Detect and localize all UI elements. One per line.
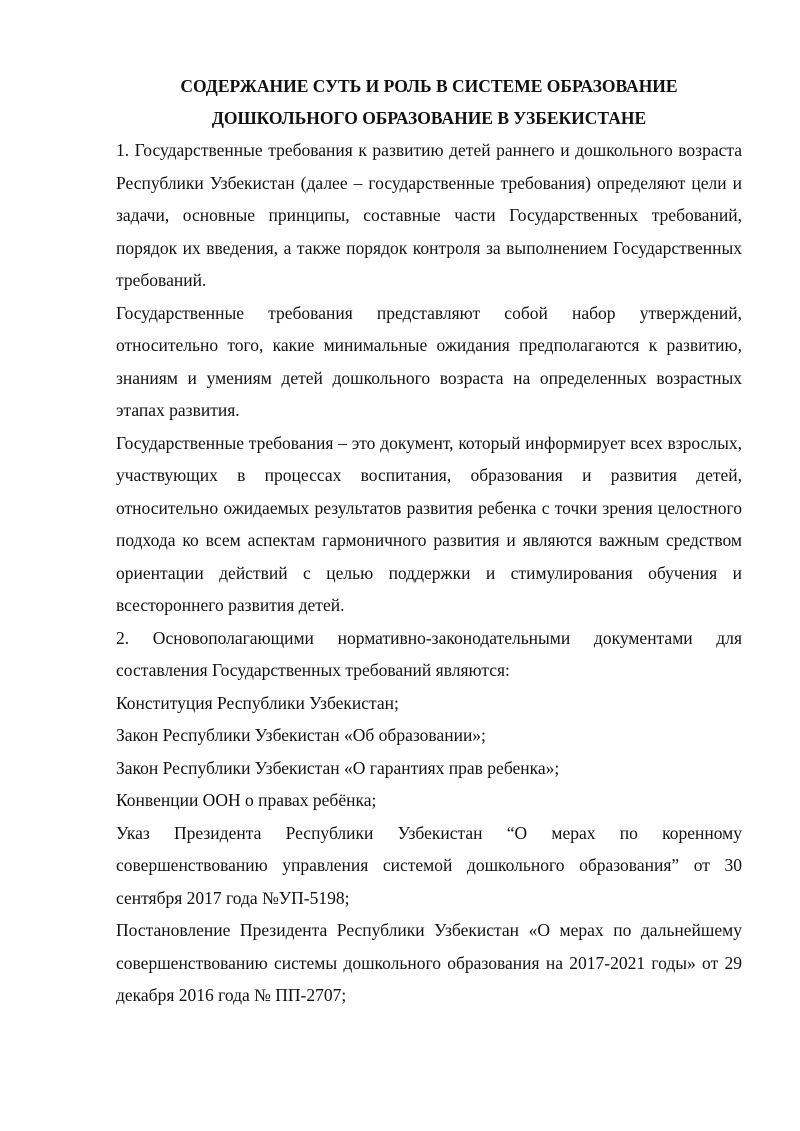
paragraph-requirements-document: Государственные требования – это документ, который информирует всех взрослых, участвующих в процессах воспитания, образования и развития детей, относительно ожидаемых результатов развития ребенка с точки зрения целостного подхода ко всем аспектам гармоничного развития и являются важным средством ориентации действий с целью поддержки и стимулирования обучения и всестороннего развития детей. [116,432,742,615]
paragraph-legal-basis: 2. Основополагающими нормативно-законодательными документами для составления Государственных требований являются: [116,627,742,680]
paragraph-requirements-intro: 1. Государственные требования к развитию детей раннего и дошкольного возраста Республики Узбекистан (далее – государственные требования) определяют цели и задачи, основные принципы, составные части Государственных требований, порядок их введения, а также порядок контроля за выполнением Государственных требований. [116,140,742,290]
list-item-un-convention: Конвенции ООН о правах ребёнка; [116,790,377,810]
list-item-constitution: Конституция Республики Узбекистан; [116,692,399,713]
list-item-presidential-resolution: Постановление Президента Республики Узбекистан «О мерах по дальнейшему совершенствованию системы дошкольного образования на 2017-2021 годы» от 29 декабря 2016 года № ПП-2707; [116,920,742,1005]
paragraph-requirements-definition: Государственные требования представляют собой набор утверждений, относительно того, какие минимальные ожидания предполагаются к развитию, знаниям и умениям детей дошкольного возраста на определенных возрастных этапах развития. [116,302,742,420]
title-line-1: СОДЕРЖАНИЕ СУТЬ И РОЛЬ В СИСТЕМЕ ОБРАЗОВАНИЕ [180,76,678,96]
list-item-child-rights-law: Закон Республики Узбекистан «О гарантиях прав ребенка»; [116,757,560,778]
list-item-presidential-decree: Указ Президента Республики Узбекистан “О мерах по коренному совершенствованию управления системой дошкольного образования” от 30 сентября 2017 года №УП-5198; [116,822,742,908]
title-line-2: ДОШКОЛЬНОГО ОБРАЗОВАНИЕ В УЗБЕКИСТАНЕ [211,108,647,128]
document-title [116,70,742,134]
document-page [116,70,742,1012]
list-item-education-law: Закон Республики Узбекистан «Об образовании»; [116,725,486,745]
